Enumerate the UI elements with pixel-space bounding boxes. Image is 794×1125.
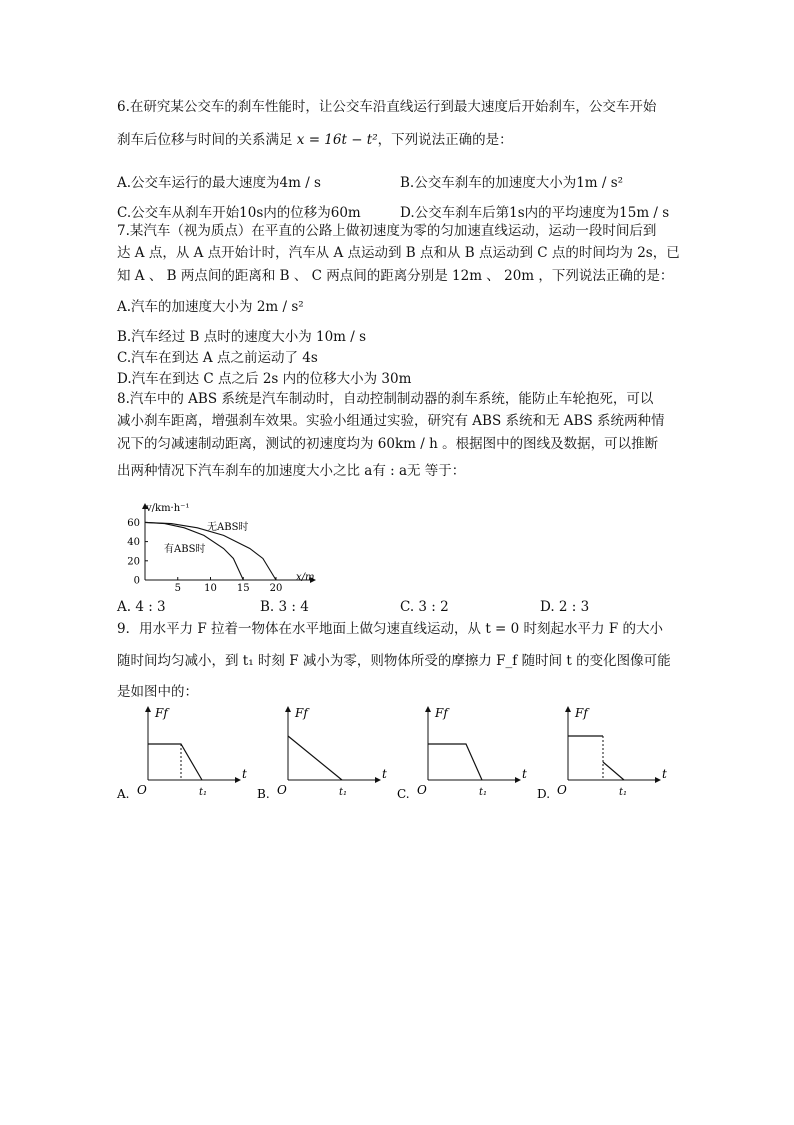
q8-option-d: D. 2 : 3 [540,599,590,615]
x-tick-label: 20 [269,583,283,594]
q7-option-b: B.汽车经过 B 点时的速度大小为 10m / s [117,329,367,345]
q9-stem-line3: 是如图中的： [117,684,198,700]
origin-label: O [417,783,427,797]
t-axis-label: t [382,767,387,781]
q7-option-a: A.汽车的加速度大小为 2m / s² [117,299,304,315]
q7-stem-line3: 知 A 、 B 两点间的距离和 B 、 C 两点间的距离分别是 12m 、 20m ，下列说法正确的是： [117,268,674,284]
x-tick-label: 5 [174,583,181,594]
q7-option-c: C.汽车在到达 A 点之前运动了 4s [117,350,318,366]
q6-option-a: A.公交车运行的最大速度为4m / s [117,175,321,191]
t-axis-label: t [662,767,667,781]
q6-option-b: B.公交车刹车的加速度大小为1m / s² [400,175,624,191]
q6-option-d: D.公交车刹车后第1s内的平均速度为15m / s [400,205,670,221]
q9-graph-a [115,703,255,803]
ff-axis-label: Ff [435,706,448,720]
ff-curve [148,744,202,780]
x-tick-label: 10 [204,583,217,594]
ff-curve-segment-2 [603,762,624,780]
q9-graph-c [395,703,535,803]
origin-label: O [557,783,567,797]
y-tick-label: 20 [127,556,140,568]
series-label-no-abs: 无ABS时 [207,522,249,533]
ff-axis-arrow-icon [285,706,291,712]
q6-stem-line1: 6.在研究某公交车的刹车性能时，让公交车沿直线运行到最大速度后开始刹车，公交车开始 [117,99,657,115]
ff-axis-arrow-icon [425,706,431,712]
q9-graph-d [535,703,675,803]
q6-stem-pre: 刹车后位移与时间的关系满足 [117,132,293,148]
t-axis-arrow-icon [515,777,521,783]
q8-stem-line4: 出两种情况下汽车刹车的加速度大小之比 a有 : a无 等于： [117,463,466,479]
q6-stem-post: ，下列说法正确的是： [377,132,513,148]
ff-axis-arrow-icon [145,706,151,712]
q8-stem-line2: 减小刹车距离，增强刹车效果。实验小组通过实验，研究有 ABS 系统和无 ABS 系统两种情 [117,413,665,429]
ff-axis-label: Ff [155,706,168,720]
q9-stem-line1: 9．用水平力 F 拉着一物体在水平地面上做匀速直线运动，从 t = 0 时刻起水平力 F 的大小 [117,621,663,637]
t1-tick-label: t₁ [339,787,348,798]
t-axis-arrow-icon [235,777,241,783]
y-tick-label: 40 [127,537,140,549]
x-axis-label: x/m [296,572,315,583]
ff-curve [288,736,342,780]
ff-curve [428,744,482,780]
q7-stem-line2: 达 A 点，从 A 点开始计时，汽车从 A 点运动到 B 点和从 B 点运动到 C 点的时间均为 2s，已 [117,245,680,261]
q7-stem-line1: 7.某汽车（视为质点）在平直的公路上做初速度为零的匀加速直线运动，运动一段时间后到 [117,223,657,239]
t1-tick-label: t₁ [479,787,488,798]
q9-graph-d-label: D. [537,787,551,801]
q8-option-c: C. 3 : 2 [400,599,449,615]
q6-option-c: C.公交车从刹车开始10s内的位移为60m [117,205,361,221]
q6-stem-line2 [117,131,513,149]
origin-label: O [137,783,147,797]
t-axis-label: t [242,767,247,781]
q9-graph-c-label: C. [397,787,410,801]
q7-option-d: D.汽车在到达 C 点之后 2s 内的位移大小为 30m [117,371,412,387]
t-axis-arrow-icon [375,777,381,783]
t1-tick-label: t₁ [199,787,208,798]
q9-graph-b [255,703,395,803]
q9-stem-line2: 随时间均匀减小，到 t₁ 时刻 F 减小为零，则物体所受的摩擦力 F_f 随时间 t 的变化图像可能 [117,653,671,669]
series-label-with-abs: 有ABS时 [164,544,206,555]
t-axis-label: t [522,767,527,781]
origin-label: O [277,783,287,797]
q9-graph-a-label: A. [117,787,130,801]
y-axis-label: v/km·h⁻¹ [146,503,190,514]
q8-option-b: B. 3 : 4 [260,599,309,615]
ff-axis-arrow-icon [565,706,571,712]
q8-stem-line1: 8.汽车中的 ABS 系统是汽车制动时，自动控制制动器的刹车系统，能防止车轮抱死，可以 [117,391,654,407]
q8-option-a: A. 4 : 3 [117,599,166,615]
t1-tick-label: t₁ [619,787,628,798]
q8-stem-line3: 况下的匀减速制动距离，测试的初速度均为 60km / h 。根据图中的图线及数据，可以推断 [117,436,659,452]
q8-velocity-distance-chart [110,500,330,595]
x-tick-label: 15 [236,583,250,594]
q6-formula: x = 16t − t² [296,132,378,148]
y-tick-label: 60 [127,517,140,529]
y-tick-label: 0 [133,575,140,587]
q9-graph-b-label: B. [257,787,270,801]
ff-axis-label: Ff [575,706,588,720]
ff-axis-label: Ff [295,706,308,720]
t-axis-arrow-icon [655,777,661,783]
